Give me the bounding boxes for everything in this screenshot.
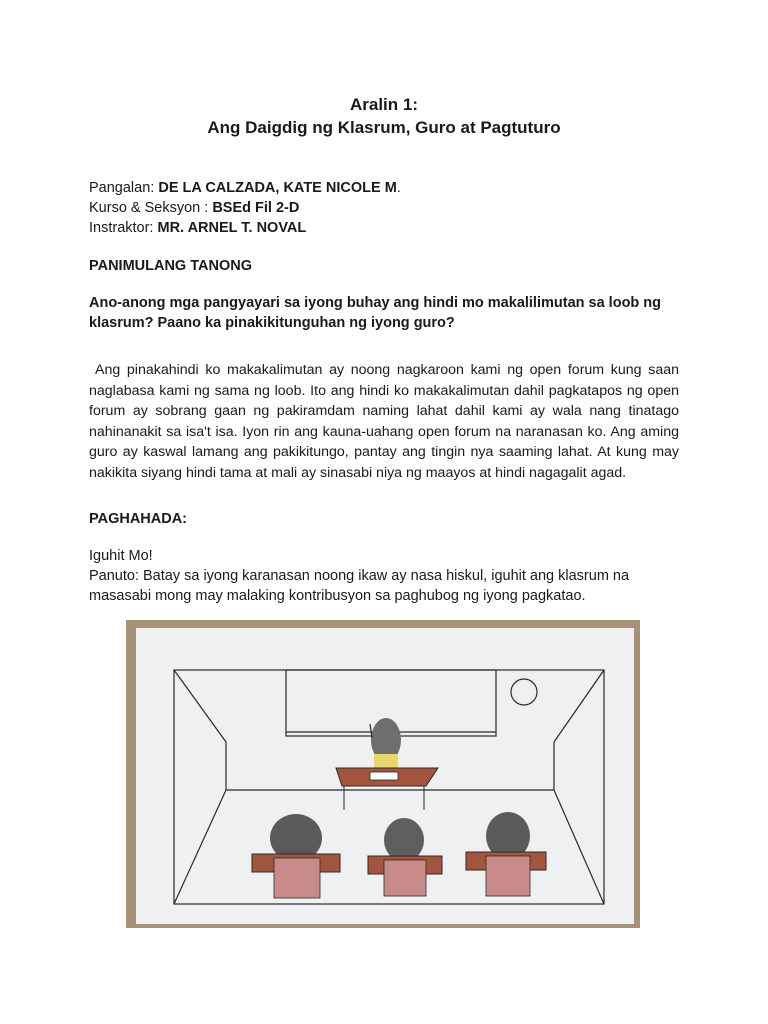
- name-label: Pangalan:: [89, 180, 159, 196]
- instructor-value: MR. ARNEL T. NOVAL: [157, 220, 307, 236]
- instructor-label: Instraktor:: [89, 220, 158, 236]
- teacher-figure: [370, 718, 401, 770]
- section-heading-paghahada: PAGHAHADA:: [89, 511, 188, 527]
- classroom-drawing-photo: [126, 620, 640, 928]
- guide-question: Ano-anong mga pangyayari sa iyong buhay ang hindi mo makalilimutan sa loob ng klasrum? Paano ka pinakikitunguhan ng iyong guro?: [89, 295, 662, 332]
- instructor-line: [89, 218, 306, 238]
- section-heading-panimula: PANIMULANG TANONG: [89, 258, 252, 274]
- name-suffix: .: [396, 180, 401, 196]
- lesson-number: Aralin 1:: [349, 95, 419, 114]
- course-label: Kurso & Seksyon :: [89, 200, 213, 216]
- course-value: BSEd Fil 2-D: [212, 200, 300, 216]
- name-value: DE LA CALZADA, KATE NICOLE M: [158, 180, 397, 196]
- classroom-drawing-icon: [126, 620, 640, 928]
- course-line: [89, 198, 299, 218]
- activity-title: Iguhit Mo!: [89, 548, 153, 564]
- activity-instruction: Panuto: Batay sa iyong karanasan noong ikaw ay nasa hiskul, iguhit ang klasrum na masasabi mong may malaking kontribusyon sa paghubog ng iyong pagkatao.: [89, 568, 630, 605]
- open-book: [370, 772, 398, 780]
- answer-paragraph: Ang pinakahindi ko makakalimutan ay noong nagkaroon kami ng open forum kung saan naglabasa kami ng sama ng loob. Ito ang hindi ko makakalimutan dahil pagkatapos ng open forum ay sobrang gaan ng pakiramdam naming lahat dahil kami ay wala nang tinatago nahinanakit sa isa't isa. Iyon rin ang kauna-uahang open forum na naranasan ko. Ang aming guro ay kaswal lamang ang pakikitungo, pantay ang tingin nya saaming lahat. At kung may nakikita siyang hindi tama at mali ay sinasabi niya ng maayos at hindi nagagalit agad.: [89, 362, 679, 481]
- student-name-line: [89, 178, 401, 198]
- lesson-title: Ang Daigdig ng Klasrum, Guro at Pagtuturo: [207, 118, 561, 137]
